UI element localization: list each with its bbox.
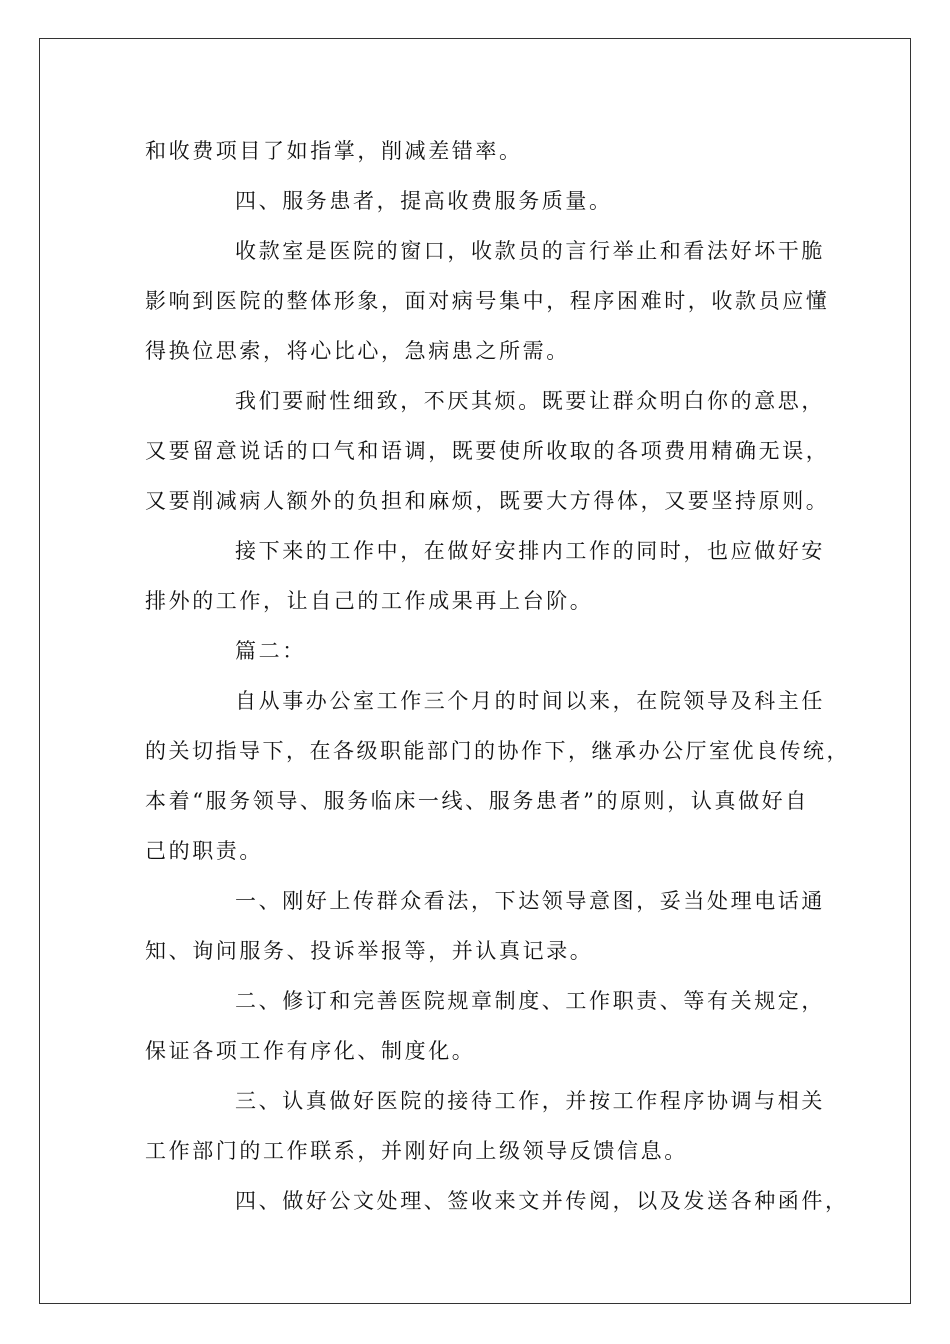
text-line: 得换位思索，将心比心，急病患之所需。	[145, 339, 570, 363]
text-line: 排外的工作，让自己的工作成果再上台阶。	[145, 589, 594, 613]
section-heading: 篇二：	[235, 639, 306, 663]
text-line: 又要削减病人额外的负担和麻烦，既要大方得体，又要坚持原则。	[145, 489, 830, 513]
text-line: 本着“服务领导、服务临床一线、服务患者”的原则，认真做好自	[145, 789, 809, 813]
text-line: 的关切指导下，在各级职能部门的协作下，继承办公厅室优良传统，	[145, 739, 850, 763]
text-line: 我们要耐性细致，不厌其烦。既要让群众明白你的意思，	[235, 389, 825, 413]
text-line: 己的职责。	[145, 839, 263, 863]
text-line: 和收费项目了如指掌，削减差错率。	[145, 139, 523, 163]
text-line: 三、认真做好医院的接待工作，并按工作程序协调与相关	[235, 1089, 825, 1113]
text-line: 影响到医院的整体形象，面对病号集中，程序困难时，收款员应懂	[145, 289, 830, 313]
text-line: 收款室是医院的窗口，收款员的言行举止和看法好坏干脆	[235, 239, 825, 263]
text-line: 自从事办公室工作三个月的时间以来，在院领导及科主任	[235, 689, 825, 713]
text-line: 知、询问服务、投诉举报等，并认真记录。	[145, 939, 594, 963]
text-line: 接下来的工作中，在做好安排内工作的同时，也应做好安	[235, 539, 825, 563]
text-line: 二、修订和完善医院规章制度、工作职责、等有关规定，	[235, 989, 825, 1013]
text-line: 四、做好公文处理、签收来文并传阅，以及发送各种函件，	[235, 1189, 849, 1213]
text-line: 一、刚好上传群众看法，下达领导意图，妥当处理电话通	[235, 889, 825, 913]
text-line: 保证各项工作有序化、制度化。	[145, 1039, 476, 1063]
text-line: 又要留意说话的口气和语调，既要使所收取的各项费用精确无误，	[145, 439, 830, 463]
text-line: 四、服务患者，提高收费服务质量。	[235, 189, 613, 213]
text-line: 工作部门的工作联系，并刚好向上级领导反馈信息。	[145, 1139, 688, 1163]
